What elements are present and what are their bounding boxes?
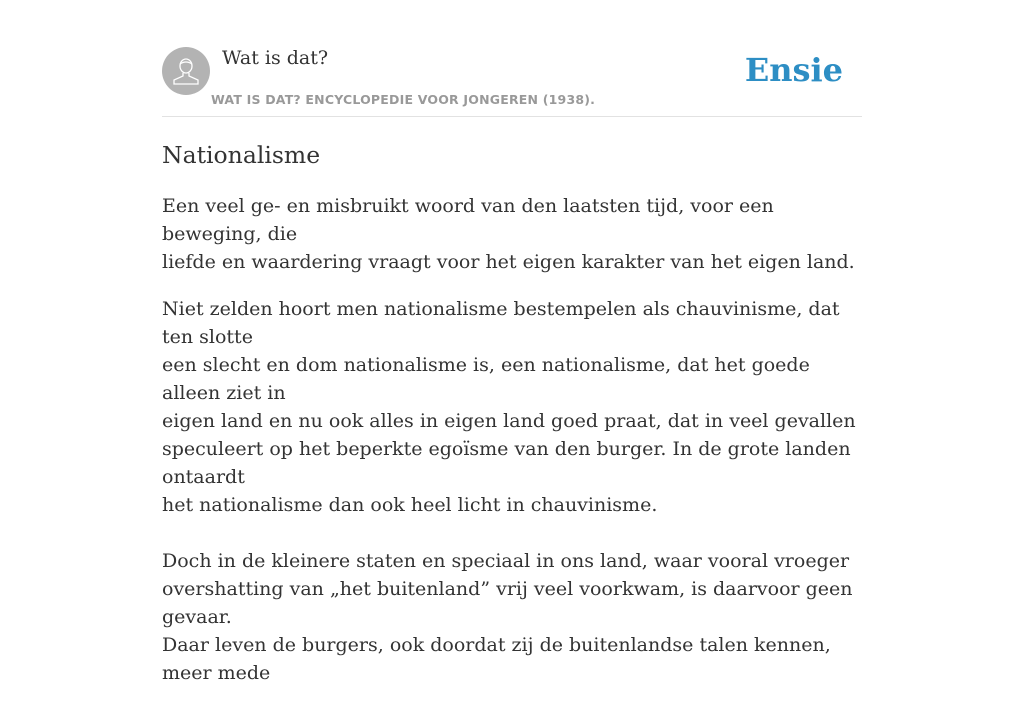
source-title[interactable]: Wat is dat?	[222, 47, 329, 69]
article-title: Nationalisme	[162, 141, 321, 169]
avatar[interactable]	[162, 47, 210, 95]
page	[162, 0, 862, 684]
user-icon	[162, 47, 210, 95]
article-paragraph: Niet zelden hoort men nationalisme bestempelen als chauvinisme, dat ten slotte een slecht en dom nationalisme is, een nationalisme, dat het goede alleen ziet in eigen land en nu ook alles in eigen land goed praat, dat in veel gevallen speculeert op het beperkte egoïsme van den burger. In de grote landen ontaardt het nationalisme dan ook heel licht in chauvinisme. Doch in de kleinere staten en speciaal in ons land, waar vooral vroeger overshatting van „het buitenland” vrij veel voorkwam, is daarvoor geen gevaar. Daar leven de burgers, ook doordat zij de buitenlandse talen kennen, meer mede	[162, 298, 856, 684]
source-subtitle[interactable]: WAT IS DAT? ENCYCLOPEDIE VOOR JONGEREN (1938).	[211, 92, 596, 107]
article-body	[162, 192, 862, 706]
source-header	[162, 0, 862, 117]
article-paragraph: Een veel ge- en misbruikt woord van den laatsten tijd, voor een beweging, die liefde en waardering vraagt voor het eigen karakter van het eigen land.	[162, 195, 855, 273]
brand-logo[interactable]: Ensie	[744, 51, 843, 89]
